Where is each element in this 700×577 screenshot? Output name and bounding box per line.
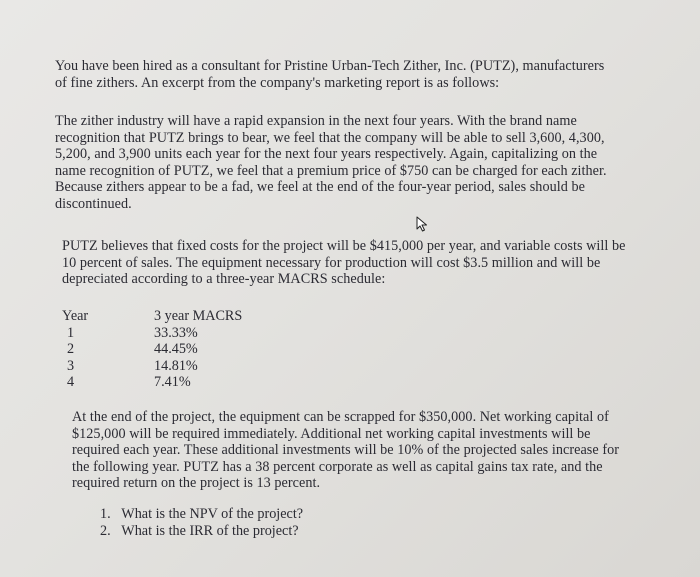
question-item bbox=[100, 523, 303, 540]
text-line: At the end of the project, the equipment can be scrapped for $350,000. Net working capital of bbox=[72, 409, 609, 425]
text-line: 10 percent of sales. The equipment necessary for production will cost $3.5 million and will be bbox=[62, 254, 601, 271]
macrs-rate-column bbox=[154, 308, 294, 391]
question-item bbox=[100, 506, 303, 523]
year-cell: 1 bbox=[67, 324, 75, 341]
costs-paragraph bbox=[62, 238, 640, 288]
macrs-rate-cell: 14.81% bbox=[154, 357, 198, 374]
text-line: name recognition of PUTZ, we feel that a premium price of $750 can be charged for each zither. bbox=[55, 162, 607, 179]
mouse-pointer-icon bbox=[416, 216, 428, 232]
text-line: You have been hired as a consultant for Pristine Urban-Tech Zither, Inc. (PUTZ), manufacturers bbox=[55, 58, 605, 74]
year-cell: 2 bbox=[67, 341, 75, 357]
project-end-paragraph bbox=[72, 409, 632, 492]
year-column bbox=[62, 308, 122, 391]
question-number: 2. bbox=[100, 522, 111, 539]
text-line: discontinued. bbox=[55, 195, 132, 212]
text-line: $125,000 will be required immediately. Additional net working capital investments will be bbox=[72, 425, 591, 442]
text-line: required return on the project is 13 percent. bbox=[72, 475, 321, 492]
text-line: recognition that PUTZ brings to bear, we feel that the company will be able to sell 3,600, 4,300, bbox=[55, 129, 605, 146]
question-text: What is the IRR of the project? bbox=[121, 522, 299, 539]
text-line: Because zithers appear to be a fad, we feel at the end of the four-year period, sales should be bbox=[55, 179, 585, 196]
macrs-rate-cell: 44.45% bbox=[154, 341, 198, 357]
text-line: The zither industry will have a rapid expansion in the next four years. With the brand name bbox=[55, 113, 577, 129]
macrs-header: 3 year MACRS bbox=[154, 308, 243, 324]
intro-paragraph bbox=[55, 58, 651, 91]
year-header: Year bbox=[62, 308, 89, 324]
text-line: of fine zithers. An excerpt from the company's marketing report is as follows: bbox=[55, 74, 500, 91]
question-text: What is the NPV of the project? bbox=[121, 506, 304, 522]
text-line: the following year. PUTZ has a 38 percent corporate as well as capital gains tax rate, and the bbox=[72, 458, 603, 475]
text-line: PUTZ believes that fixed costs for the project will be $415,000 per year, and variable costs will be bbox=[62, 238, 626, 254]
year-cell: 4 bbox=[67, 374, 75, 390]
year-cell: 3 bbox=[67, 357, 75, 374]
macrs-rate-cell: 7.41% bbox=[154, 374, 191, 390]
questions-list bbox=[100, 506, 303, 540]
macrs-rate-cell: 33.33% bbox=[154, 324, 198, 341]
marketing-report-paragraph bbox=[55, 113, 649, 213]
text-line: 5,200, and 3,900 units each year for the next four years respectively. Again, capitalizing on the bbox=[55, 146, 598, 163]
text-line: depreciated according to a three-year MACRS schedule: bbox=[62, 271, 386, 288]
question-number: 1. bbox=[100, 506, 111, 522]
text-line: required each year. These additional investments will be 10% of the projected sales increase for bbox=[72, 442, 620, 459]
